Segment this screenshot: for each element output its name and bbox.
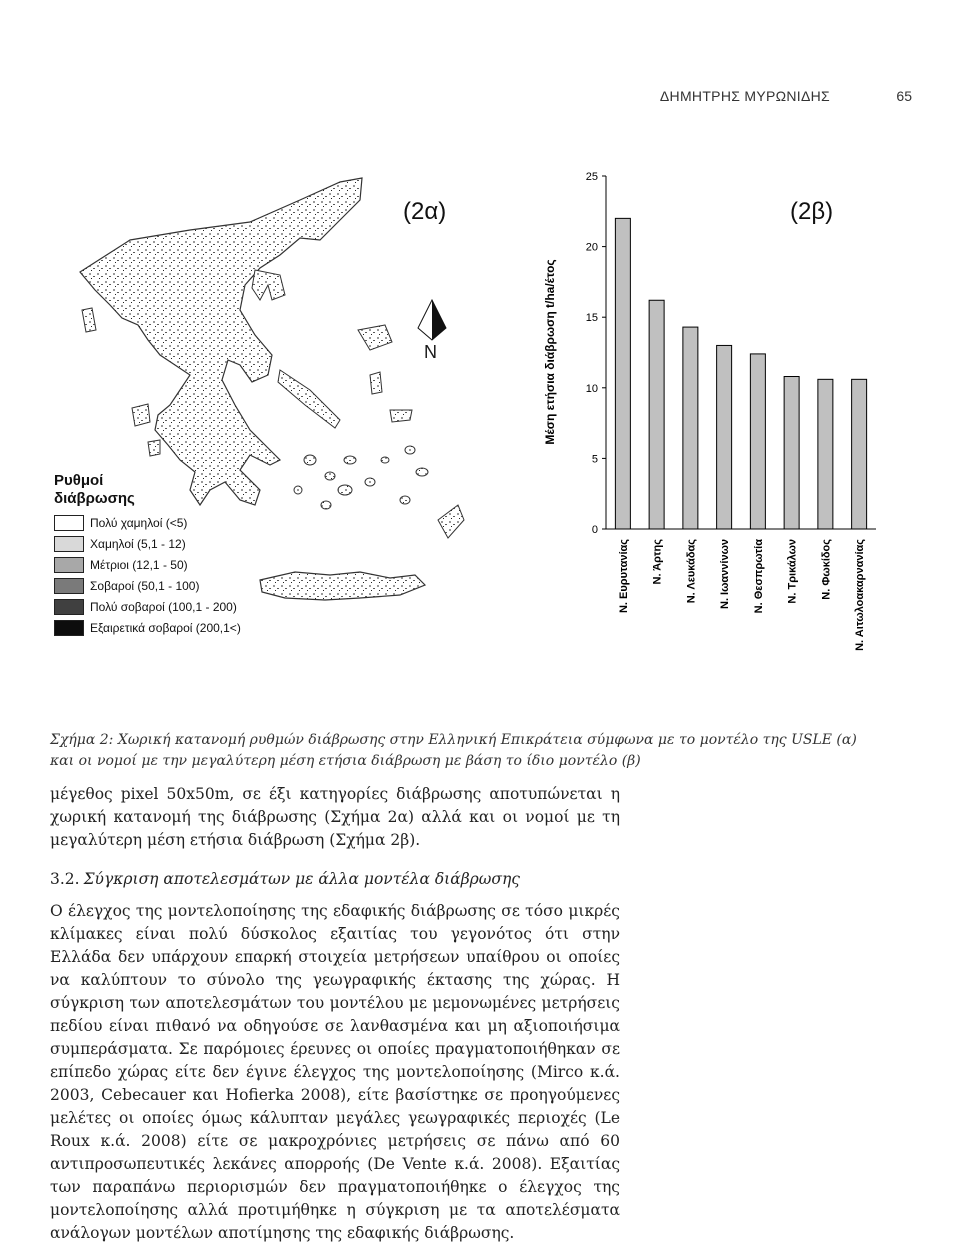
erosion-bar-chart: [530, 160, 910, 680]
legend-label: Μέτριοι (12,1 - 50): [90, 557, 188, 572]
paragraph-2: Ο έλεγχος της μοντελοποίησης της εδαφικής διάβρωσης σε τόσο μικρές κλίμακες είναι πολύ δύσκολος εξαιτίας του γεγονότος ότι στην Ελλάδα δεν υπάρχουν επαρκή στοιχεία μετρήσεων υπαίθρου οι οποίες να καλύπτουν το σύνολο της γεωγραφικής έκτασης της χώρας. Η σύγκριση των αποτελεσμάτων του μοντέλου με μεμονωμένες μετρήσεις πεδίου είναι πιθανό να οδηγούσε σε λανθασμένα και μη αξιοποιήσιμα συμπεράσματα. Σε παρόμοιες έρευνες οι οποίες πραγματοποιήθηκαν σε επίπεδο χώρας είτε δεν έγινε έλεγχος της μοντελοποίησης (Mirco κ.ά. 2003, Cebecauer και Hofierka 2008), είτε βασίστηκε σε προηγούμενες μελέτες οι οποίες όμως κάλυπταν μεγάλες γεωγραφικές περιοχές (Le Roux κ.ά. 2008) είτε σε μακροχρόνιες μετρήσεις σε πάνω από 60 αντιπροσωπευτικές λεκάνες απορροής (De Vente κ.ά. 2008). Εξαιτίας των παραπάνω περιορισμών δεν πραγματοποιήθηκε ο έλεγχος της μοντελοποίησης αλλά προτιμήθηκε η σύγκριση με τα αποτελέσματα ανάλογων μοντέλων αποτίμησης της εδαφικής διάβρωσης.: [50, 902, 620, 1242]
x-category-label: Ν. Ευρυτανίας: [617, 539, 630, 614]
x-category-label: Ν. Άρτης: [651, 539, 664, 585]
north-label: N: [424, 342, 437, 362]
legend-swatch: [54, 599, 84, 615]
chalkidiki: [252, 270, 285, 300]
figure-caption: Σχήμα 2: Χωρική κατανομή ρυθμών διάβρωσης στην Ελληνική Επικράτεια σύμφωνα με το μοντέλο της USLE (α) και οι νομοί με την μεγαλύτερη μέση ετήσια διάβρωση με βάση το ίδιο μοντέλο (β): [50, 732, 857, 769]
lesvos-island: [358, 325, 392, 350]
y-tick-label: 20: [585, 241, 598, 254]
y-ticks: [586, 171, 606, 536]
y-tick-label: 0: [591, 524, 598, 536]
chios-island: [370, 372, 382, 394]
legend-item: [54, 533, 294, 554]
north-arrow-icon: [418, 300, 446, 340]
bar: [649, 300, 664, 529]
legend-label: Εξαιρετικά σοβαροί (200,1<): [90, 620, 241, 635]
y-tick-label: 25: [585, 171, 598, 183]
cyclades-islands: [294, 455, 389, 509]
figure-2: [40, 160, 920, 680]
legend-label: Πολύ σοβαροί (100,1 - 200): [90, 599, 237, 614]
map-panel-label: (2α): [403, 198, 447, 225]
section-number: 3.2.: [50, 870, 80, 888]
legend-item: [54, 554, 294, 575]
y-tick-label: 10: [585, 382, 598, 395]
chart-panel-label: (2β): [790, 198, 834, 225]
bar: [784, 377, 799, 529]
legend-swatch: [54, 515, 84, 531]
section-title: Σύγκριση αποτελεσμάτων με άλλα μοντέλα διάβρωσης: [83, 870, 520, 888]
kefalonia-island: [132, 404, 150, 426]
x-category-label: Ν. Τρικάλων: [786, 539, 799, 604]
x-category-label: Ν. Λευκάδας: [685, 539, 698, 604]
running-head-author: ΔΗΜΗΤΡΗΣ ΜΥΡΩΝΙΔΗΣ: [659, 88, 830, 104]
legend-label: Πολύ χαμηλοί (<5): [90, 515, 188, 530]
bar: [750, 354, 765, 529]
x-labels: [618, 539, 866, 651]
corfu-island: [82, 308, 96, 332]
mainland-shape: [80, 178, 362, 505]
legend-swatch: [54, 557, 84, 573]
legend-item: [54, 596, 294, 617]
bar: [717, 345, 732, 529]
dodecanese-islands: [400, 446, 464, 538]
bar: [683, 327, 698, 529]
samos-island: [390, 410, 412, 422]
legend-swatch: [54, 578, 84, 594]
y-axis-label: Μέση ετήσια διάβρωση t/ha/έτος: [543, 259, 557, 445]
bar: [852, 379, 867, 529]
legend-swatch: [54, 620, 84, 636]
x-category-label: Ν. Θεσπρωτία: [752, 539, 765, 614]
evia-island: [278, 370, 340, 428]
page-number: 65: [896, 88, 912, 104]
legend-item: [54, 575, 294, 596]
zakynthos-island: [148, 440, 160, 456]
legend-item: [54, 617, 294, 638]
x-category-label: Ν. Ιωαννίνων: [719, 539, 732, 609]
legend-label: Χαμηλοί (5,1 - 12): [90, 536, 186, 551]
x-category-label: Ν. Αιτωλοακαρνανίας: [854, 539, 867, 651]
paragraph-1: μέγεθος pixel 50x50m, σε έξι κατηγορίες διάβρωσης αποτυπώνεται η χωρική κατανομή της διάβρωσης (Σχήμα 2α) αλλά και οι νομοί με τη μεγαλύτερη μέση ετήσια διάβρωση (Σχήμα 2β).: [50, 785, 620, 849]
y-tick-label: 15: [585, 312, 598, 325]
legend-label: Σοβαροί (50,1 - 100): [90, 578, 200, 593]
legend-title-line1: Ρυθμοί: [54, 472, 104, 489]
bars: [615, 218, 866, 529]
erosion-legend: [54, 472, 294, 638]
legend-title-line2: διάβρωσης: [54, 490, 135, 507]
y-tick-label: 5: [591, 453, 598, 466]
bar: [818, 379, 833, 529]
x-category-label: Ν. Φωκίδος: [820, 539, 833, 600]
legend-swatch: [54, 536, 84, 552]
bar: [615, 218, 630, 529]
section-heading: [50, 870, 520, 888]
legend-item: [54, 512, 294, 533]
